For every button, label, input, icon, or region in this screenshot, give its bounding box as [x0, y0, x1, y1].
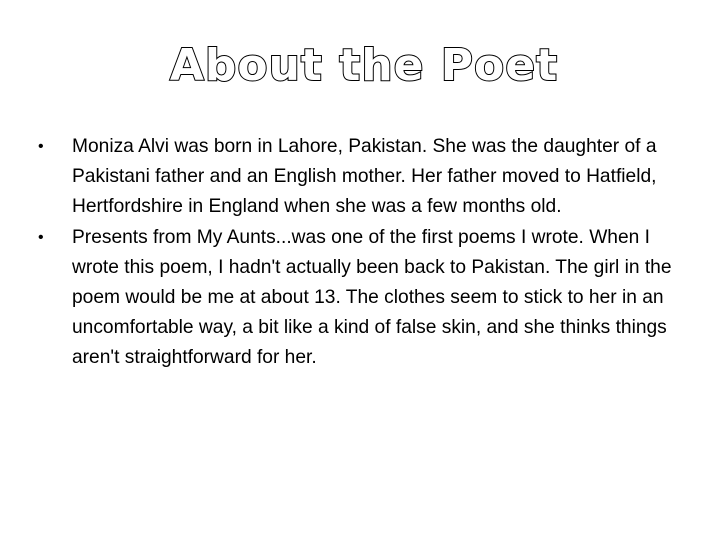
bullet-text: Moniza Alvi was born in Lahore, Pakistan. She was the daughter of a Pakistani father and an English mother. Her father moved to Hatfield, Hertfordshire in England when she was a few months old.	[72, 136, 657, 217]
bullet-icon: •	[38, 138, 44, 155]
bullet-item	[38, 223, 698, 373]
bullet-text: Presents from My Aunts...was one of the first poems I wrote. When I wrote this poem, I hadn't actually been back to Pakistan. The girl in the poem would be me at about 13. The clothes seem to stick to her in an uncomfortable way, a bit like a kind of false skin, and she thinks things aren't straightforward for her.	[72, 227, 672, 368]
slide-title: About the Poet	[169, 40, 559, 91]
slide-title-graphic	[154, 34, 574, 94]
bullet-icon: •	[38, 229, 44, 246]
bullet-item	[38, 132, 698, 222]
slide-title-container	[0, 34, 728, 94]
bullet-list	[38, 132, 698, 373]
